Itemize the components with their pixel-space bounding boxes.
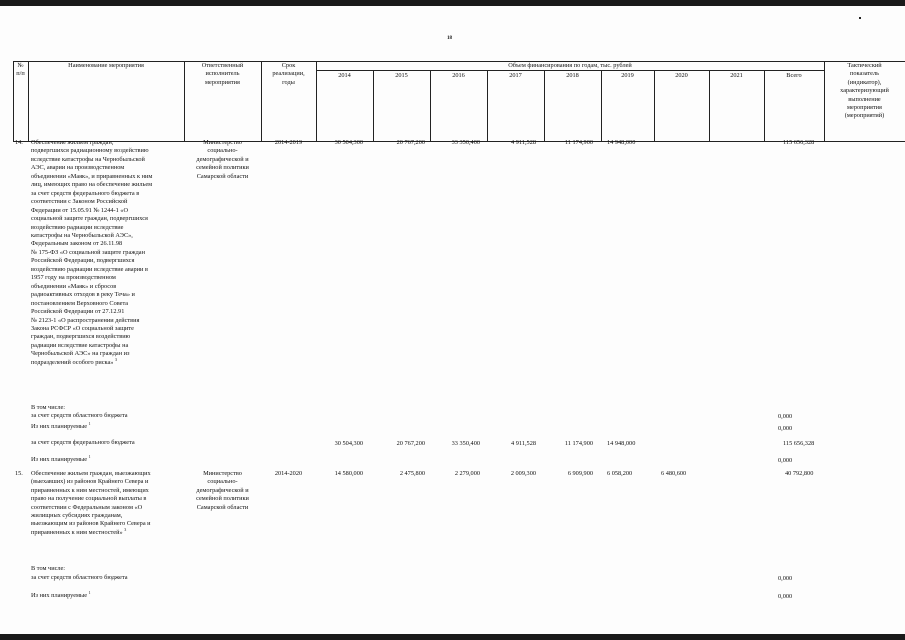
row-number: 14. — [15, 139, 23, 146]
planned-label: Из них планируемые $^1$ — [31, 454, 91, 463]
federal-total: 115 656,328 — [783, 440, 815, 447]
including-label: В том числе: — [31, 404, 66, 411]
header-num: № п/п — [16, 62, 25, 78]
bottom-border — [0, 634, 905, 640]
header-year-2018: 2018 — [566, 72, 579, 79]
row-number: 15. — [15, 470, 23, 477]
planned-total: 0,000 — [778, 593, 793, 600]
header-year-2015: 2015 — [395, 72, 408, 79]
header-indicator: Тактический показатель (индикатор), характеризующий выполнение мероприятия (мероприятий) — [840, 62, 889, 120]
header-year-2019: 2019 — [621, 72, 634, 79]
planned-total: 0,000 — [778, 425, 793, 432]
federal-2014: 30 504,300 — [334, 440, 363, 447]
value-2016: 33 350,400 — [451, 139, 480, 146]
row-responsible: Министерство социально- демографической и семейной политики Самарской области — [196, 139, 249, 180]
federal-2019: 14 948,000 — [607, 440, 636, 447]
header-responsible: Ответственный исполнитель мероприятия — [201, 62, 244, 86]
value-2018: 6 909,900 — [567, 470, 593, 477]
row-responsible: Министерство социально- демографической и семейной политики Самарской области — [196, 470, 249, 511]
value-2017: 2 009,300 — [510, 470, 536, 477]
header-year-2016: 2016 — [452, 72, 465, 79]
value-2018: 11 174,900 — [564, 139, 593, 146]
scan-dot — [859, 17, 861, 19]
value-2017: 4 911,528 — [511, 139, 536, 146]
value-2019: 14 948,000 — [607, 139, 636, 146]
regional-budget-total: 0,000 — [778, 413, 793, 420]
header-funding-title: Объем финансирования по годам, тыс. рублей — [508, 62, 632, 69]
header-year-2021: 2021 — [730, 72, 743, 79]
header-year-2017: 2017 — [509, 72, 522, 79]
including-label: В том числе: — [31, 565, 66, 572]
row-term: 2014-2020 — [274, 470, 303, 477]
value-2020: 6 480,600 — [661, 470, 687, 477]
row-description: Обеспечение жильем граждан, выезжающих (выехавших) из районов Крайнего Севера и приравненных к ним местностей, имеющих право на получение социальной выплаты в соответствии с Федеральным законом «О жилищных субсидиях гражданам, выезжающим из районов Крайнего Севера и приравненных к ним местностей» $^3$ — [31, 470, 151, 536]
header-year-2020: 2020 — [675, 72, 688, 79]
federal-2016: 33 350,400 — [451, 440, 480, 447]
value-2015: 20 767,200 — [396, 139, 425, 146]
value-total: 40 792,800 — [785, 470, 814, 477]
planned-label: Из них планируемые $^1$ — [31, 421, 91, 430]
row-term: 2014-2019 — [274, 139, 303, 146]
value-2015: 2 475,800 — [399, 470, 425, 477]
planned-total: 0,000 — [778, 457, 793, 464]
regional-budget-total: 0,000 — [778, 575, 793, 582]
value-2014: 14 580,000 — [334, 470, 363, 477]
value-2019: 6 058,200 — [607, 470, 633, 477]
federal-2015: 20 767,200 — [396, 440, 425, 447]
header-name: Наименование мероприятия — [68, 62, 144, 69]
page-number: 18 — [447, 36, 452, 41]
top-border — [0, 0, 905, 6]
regional-budget-label: за счет средств областного бюджета — [31, 574, 128, 581]
value-2016: 2 279,000 — [454, 470, 480, 477]
value-2014: 30 504,300 — [334, 139, 363, 146]
regional-budget-label: за счет средств областного бюджета — [31, 412, 128, 419]
value-total: 115 656,328 — [783, 139, 815, 146]
header-year-2014: 2014 — [338, 72, 351, 79]
federal-2018: 11 174,900 — [564, 440, 593, 447]
header-term: Срок реализации, годы — [272, 62, 305, 86]
federal-2017: 4 911,528 — [511, 440, 536, 447]
row-description: Обеспечение жильем граждан, подвергшихся радиационному воздействию вследствие катастрофы на Чернобыльской АЭС, аварии на производственном объединении «Маяк», и приравненных к ним лиц, имеющих право на обеспечение жильем за счет средств федерального бюджета в соответствии с Законом Российской Федерации от 15.05.91 № 1244-1 «О социальной защите граждан, подвергшихся воздействию радиации вследствие катастрофы на Чернобыльской АЭС», Федеральным законом от 26.11.98 № 175-ФЗ «О социальной защите граждан Российской Федерации, подвергшихся воздействию радиации вследствие аварии в 1957 году на производственном объединении «Маяк» и сбросов радиоактивных отходов в реку Теча» и постановлением Верховного Совета Российской Федерации от 27.12.91 № 2123-1 «О распространении действия Закона РСФСР «О социальной защите граждан, подвергшихся воздействию радиации вследствие катастрофы на Чернобыльской АЭС» на граждан из подразделений особого риска» $^3$ — [31, 139, 153, 366]
header-total: Всего — [786, 72, 802, 79]
planned-label: Из них планируемые $^1$ — [31, 590, 91, 599]
federal-budget-label: за счет средств федерального бюджета — [31, 439, 135, 446]
